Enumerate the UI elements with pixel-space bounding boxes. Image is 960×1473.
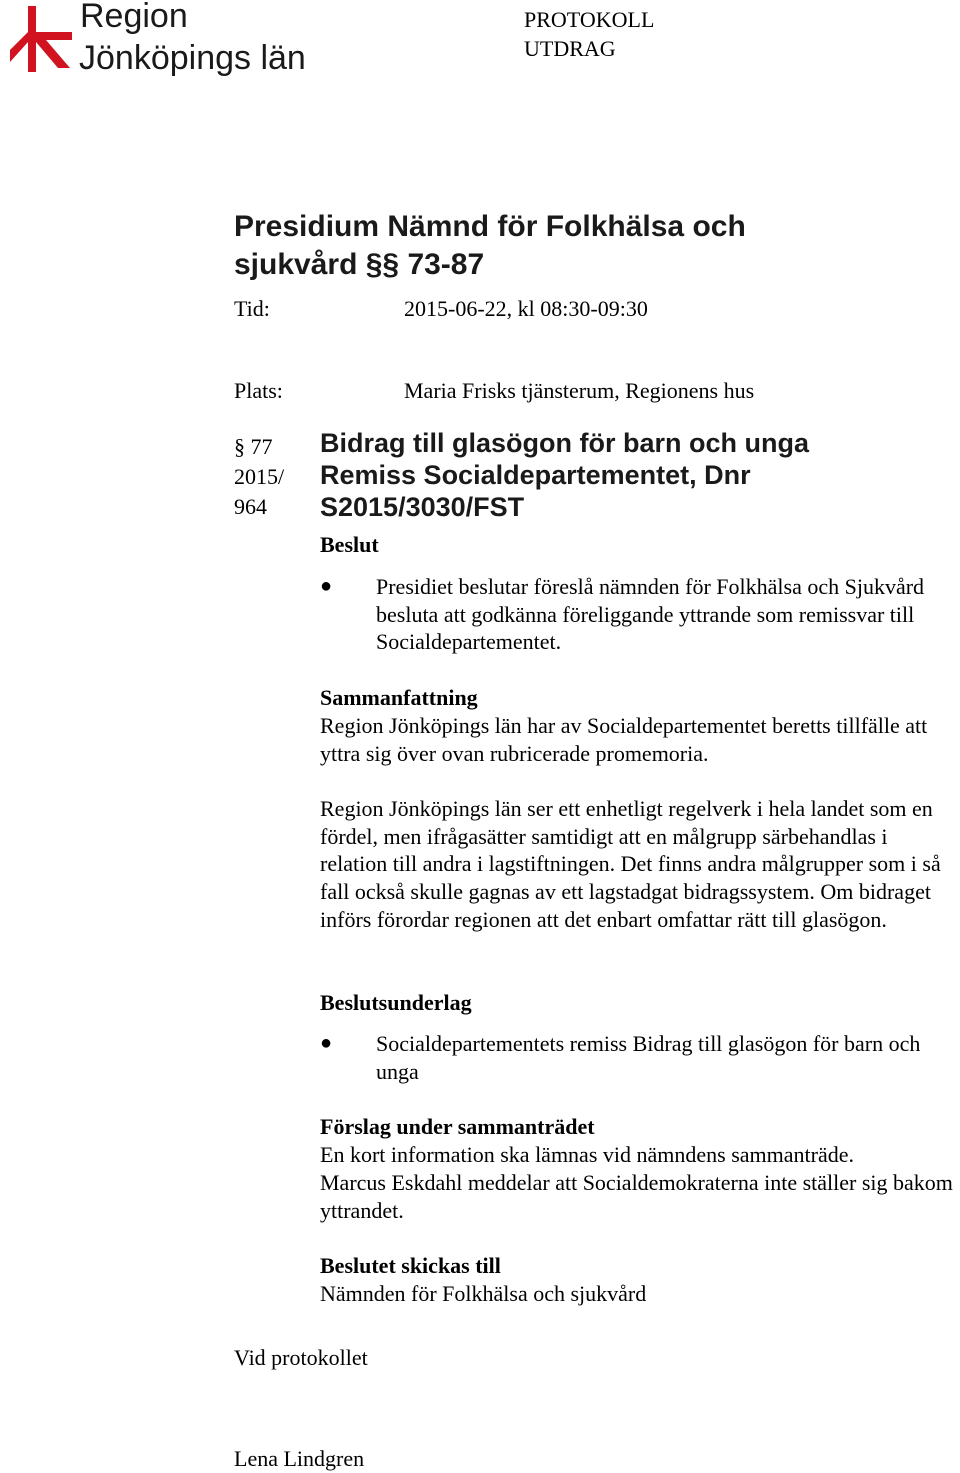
- summary-heading: Sammanfattning: [320, 685, 478, 710]
- logo-text-region: Region: [80, 0, 188, 35]
- paragraph-number-line: 964: [234, 494, 267, 519]
- place-label: Plats:: [234, 378, 283, 403]
- time-value: 2015-06-22, kl 08:30-09:30: [404, 296, 648, 321]
- paragraph-number-line: 2015/: [234, 464, 285, 489]
- decision-heading: Beslut: [320, 532, 379, 557]
- page-title: Presidium Nämnd för Folkhälsa och sjukvård §§ 73-87: [234, 210, 746, 281]
- basis-heading: Beslutsunderlag: [320, 990, 472, 1015]
- proposal-line: En kort information ska lämnas vid nämndens sammanträde.: [320, 1142, 854, 1167]
- summary-paragraph: Region Jönköpings län har av Socialdepartementet beretts tillfälle att yttra sig över ovan rubricerade promemoria.: [320, 713, 928, 766]
- time-label: Tid:: [234, 296, 270, 321]
- signatory-name: Lena Lindgren: [234, 1446, 365, 1471]
- doc-type-utdrag: UTDRAG: [524, 36, 616, 61]
- place-value: Maria Frisks tjänsterum, Regionens hus: [404, 378, 755, 403]
- region-logo-icon: [6, 2, 76, 72]
- decision-bullet: Presidiet beslutar föreslå nämnden för Folkhälsa och Sjukvård besluta att godkänna föreliggande yttrande som remissvar till Socialdepartementet.: [376, 574, 925, 655]
- paragraph-number: [234, 432, 304, 522]
- logo-text-jonkopings-lan: Jönköpings län: [79, 39, 306, 77]
- proposal-line: Marcus Eskdahl meddelar att Socialdemokraterna inte ställer sig bakom yttrandet.: [320, 1170, 953, 1223]
- bullet-icon: ●: [320, 1032, 333, 1054]
- sent-to-heading: Beslutet skickas till: [320, 1253, 501, 1278]
- item-title: Bidrag till glasögon för barn och unga Remiss Socialdepartementet, Dnr S2015/3030/FST: [320, 428, 810, 522]
- basis-bullet: Socialdepartementets remiss Bidrag till glasögon för barn och unga: [376, 1031, 921, 1084]
- summary-paragraph: Region Jönköpings län ser ett enhetligt regelverk i hela landet som en fördel, men ifrågasätter samtidigt att en målgrupp särbehandlas i relation till andra i lagstiftningen. Det finns andra målgrupper som i så fall också skulle gagnas av ett lagstadgat bidragssystem. Om bidraget införs förordar regionen att det enbart omfattar rätt till glasögon.: [320, 796, 941, 932]
- bullet-icon: ●: [320, 575, 333, 597]
- proposal-heading: Förslag under sammanträdet: [320, 1114, 595, 1139]
- minutes-label: Vid protokollet: [234, 1345, 368, 1370]
- paragraph-number-line: § 77: [234, 434, 273, 459]
- sent-to-value: Nämnden för Folkhälsa och sjukvård: [320, 1281, 647, 1306]
- doc-type-protokoll: PROTOKOLL: [524, 7, 655, 32]
